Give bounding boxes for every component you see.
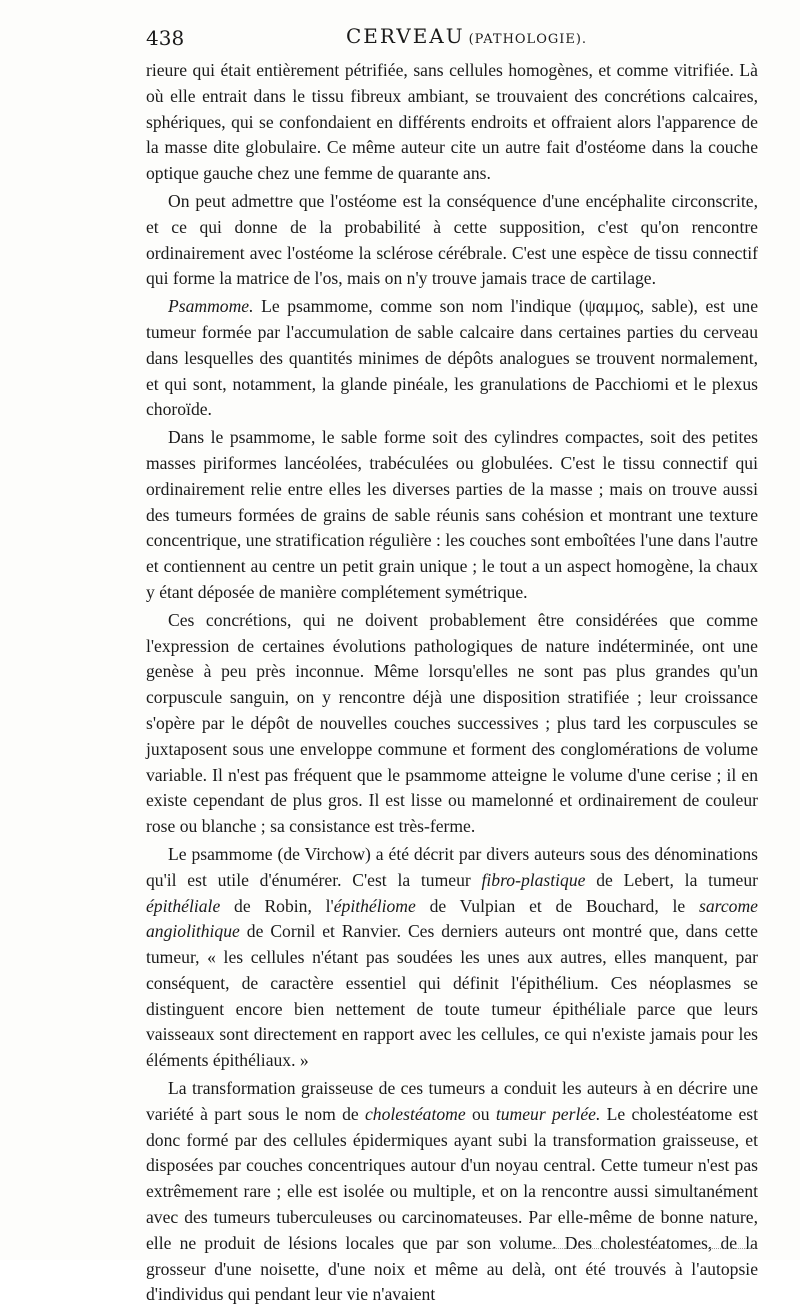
paragraph xyxy=(146,1076,758,1308)
text-run: On peut admettre que l'ostéome est la conséquence d'une encéphalite circonscrite, et ce qui donne de la probabilité à cette supposition, c'est qu'on rencontre ordinairement avec l'ostéome la sclérose cérébrale. C'est une espèce de tissu connectif qui forme la matrice de l'os, mais on n'y trouve jamais trace de cartilage. xyxy=(146,190,758,289)
text-run: Le psammome, comme son nom l'indique (ψαμμος, sable), est une tumeur formée par l'accumulation de sable calcaire dans certaines parties du cerveau dans lesquelles des quantités minimes de dépôts analogues se trouvent normalement, et qui sont, notamment, la glande pinéale, les granulations de Pacchiomi et le plexus choroïde. xyxy=(146,296,758,420)
italic-term: sarcome angiolithique xyxy=(146,895,758,942)
italic-term: fibro-plastique xyxy=(481,869,586,890)
italic-term: épithéliome xyxy=(333,895,416,916)
text-run: Le cholestéatome est donc formé par des cellules épidermiques ayant subi la transformation graisseuse, et disposées par couches concentriques autour d'un noyau central. Cette tumeur n'est pas extrêmement rare ; elle est isolée ou multiple, et on la rencontre aussi simultanément avec des tumeurs tuberculeuses ou carcinomateuses. Par elle-même de bonne nature, elle ne produit de lésions locales que par son volume. Des cholestéatomes, de la grosseur d'une noisette, d'une noix et même au delà, ont été trouvés à l'autopsie d'individus qui pendant leur vie n'avaient xyxy=(146,1103,758,1305)
text-run: Ces concrétions, qui ne doivent probablement être considérées que comme l'expression de certaines évolutions pathologiques de nature indéterminée, ont une genèse à peu près inconnue. Même lorsqu'elles ne sont pas plus grandes qu'un corpuscule sanguin, on y rencontre déjà une disposition stratifiée ; leur croissance s'opère par le dépôt de nouvelles couches successives ; plus tard les corpuscules se juxtaposent sous une enveloppe commune et forment des conglomérations de volume variable. Il n'est pas fréquent que le psammome atteigne le volume d'une cerise ; il en existe cependant de plus gros. Il est lisse ou mamelonné et ordinairement de couleur rose ou blanche ; sa consistance est très-ferme. xyxy=(146,609,758,837)
paragraph xyxy=(146,425,758,606)
italic-term: Psammome. xyxy=(168,296,254,317)
text-run: La transformation graisseuse de ces tumeurs a conduit les auteurs à en décrire une variété à part sous le nom de xyxy=(146,1078,758,1124)
italic-term: cholestéatome xyxy=(365,1103,466,1124)
paragraph xyxy=(146,294,758,423)
running-title xyxy=(346,24,587,48)
page-header xyxy=(146,22,756,52)
paragraph xyxy=(146,842,758,1074)
page-number: 438 xyxy=(146,26,185,50)
text-run: de Lebert, la tumeur xyxy=(585,869,758,890)
text-run: Dans le psammome, le sable forme soit des cylindres compactes, soit des petites masses piriformes lancéolées, trabéculées ou globulées. C'est le tissu connectif qui ordinairement relie entre elles les diverses parties de la masse ; mais on trouve aussi des tumeurs formées de grains de sable réunis sans cohésion et montrant une texture concentrique, une stratification régulière : les couches sont emboîtées l'une dans l'autre et contiennent au centre un petit grain unique ; le tout a un aspect homogène, la chaux y étant déposée de manière complétement symétrique. xyxy=(146,427,758,602)
running-title-main: CERVEAU xyxy=(346,24,465,48)
paragraph xyxy=(146,58,758,187)
text-run: de Cornil et Ranvier. Ces derniers auteurs ont montré que, dans cette tumeur, « les cellules n'étant pas soudées les unes aux autres, elles manquent, par conséquent, de caractère essentiel qui définit l'épithélium. Ces néoplasmes se distinguent encore bien nettement de toute tumeur épithéliale parce que leurs vaisseaux sont directement en rapport avec les cellules, ce qui n'existe jamais pour les éléments épithéliaux. » xyxy=(146,921,758,1071)
paragraph xyxy=(146,608,758,840)
footer-rule xyxy=(500,1248,755,1249)
text-run: rieure qui était entièrement pétrifiée, sans cellules homogènes, et comme vitrifiée. Là où elle entrait dans le tissu fibreux ambiant, se trouvaient des concrétions calcaires, sphériques, qui se confondaient en différents endroits et offraient alors l'apparence de la masse dite globulaire. Ce même auteur cite un autre fait d'ostéome dans la couche optique gauche chez une femme de quarante ans. xyxy=(146,60,758,184)
body-text xyxy=(146,58,758,1308)
text-run: de Vulpian et de Bouchard, le xyxy=(415,895,700,916)
paragraph xyxy=(146,189,758,292)
text-run: de Robin, l' xyxy=(220,895,334,916)
text-run: ou xyxy=(465,1103,496,1124)
running-title-subtitle: (PATHOLOGIE). xyxy=(468,32,588,47)
italic-term: tumeur perlée. xyxy=(495,1103,601,1124)
text-run: Le psammome (de Virchow) a été décrit par divers auteurs sous des dénominations qu'il est utile d'énumérer. C'est la tumeur xyxy=(146,843,758,890)
italic-term: épithéliale xyxy=(146,895,221,916)
